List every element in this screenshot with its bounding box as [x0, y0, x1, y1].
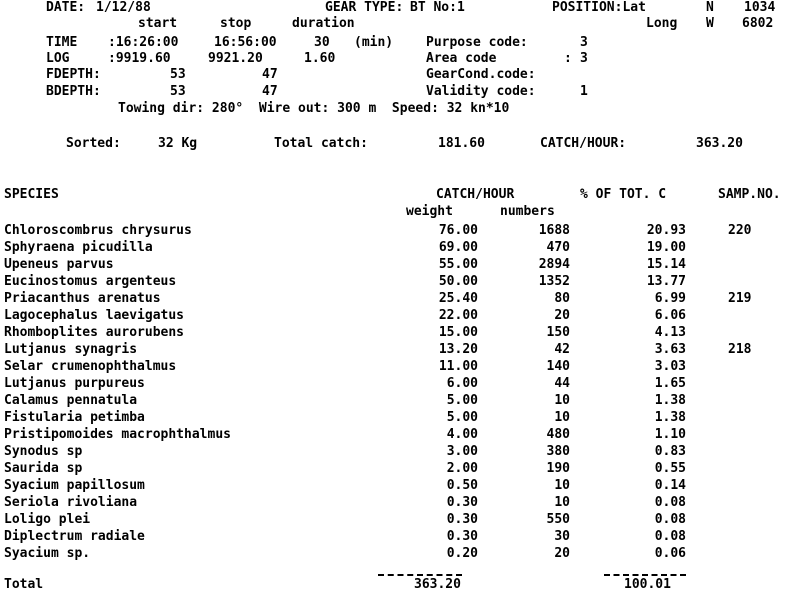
bdepth-start: 53 — [170, 84, 186, 99]
catch-numbers: 44 — [554, 376, 570, 391]
catch-numbers: 150 — [546, 325, 570, 340]
species-name: Calamus pennatula — [4, 393, 138, 408]
catch-weight: 50.00 — [438, 274, 478, 289]
percent-of-total: 1.65 — [654, 376, 686, 391]
percent-of-total: 3.03 — [654, 359, 686, 374]
catch-weight: 5.00 — [446, 410, 478, 425]
catch-numbers: 190 — [546, 461, 570, 476]
sample-number: 218 — [728, 342, 752, 357]
purpose-code-label: Purpose code: — [426, 35, 528, 50]
catch-numbers: 550 — [546, 512, 570, 527]
table-row — [0, 443, 800, 460]
sorted-value: 32 Kg — [158, 136, 198, 151]
catch-numbers: 480 — [546, 427, 570, 442]
col-stop-label: stop — [220, 16, 252, 31]
species-name: Fistularia petimba — [4, 410, 145, 425]
long-value: 6802 — [742, 16, 774, 31]
weight-total-rule — [378, 574, 462, 576]
catch-hour-column-header: CATCH/HOUR — [436, 187, 515, 202]
percent-of-total: 0.06 — [654, 546, 686, 561]
catch-numbers: 42 — [554, 342, 570, 357]
time-unit: (min) — [354, 35, 394, 50]
species-name: Chloroscombrus chrysurus — [4, 223, 192, 238]
log-stop: 9921.20 — [208, 51, 263, 66]
fdepth-label: FDEPTH: — [46, 67, 101, 82]
table-row — [0, 511, 800, 528]
percent-of-total: 0.14 — [654, 478, 686, 493]
table-row — [0, 358, 800, 375]
weight-subheader: weight — [406, 204, 453, 219]
percent-of-total: 6.99 — [654, 291, 686, 306]
table-row — [0, 392, 800, 409]
time-duration: 30 — [314, 35, 330, 50]
table-row — [0, 409, 800, 426]
species-name: Diplectrum radiale — [4, 529, 145, 544]
table-row — [0, 273, 800, 290]
species-name: Lutjanus purpureus — [4, 376, 145, 391]
catch-numbers: 2894 — [538, 257, 570, 272]
percent-of-total: 1.38 — [654, 410, 686, 425]
sorted-label: Sorted: — [66, 136, 121, 151]
percent-of-total: 15.14 — [646, 257, 686, 272]
bdepth-label: BDEPTH: — [46, 84, 101, 99]
total-weight-value: 363.20 — [414, 577, 461, 592]
catch-weight: 22.00 — [438, 308, 478, 323]
table-row — [0, 460, 800, 477]
log-label: LOG — [46, 51, 70, 66]
catch-numbers: 1688 — [538, 223, 570, 238]
percent-total-rule — [604, 574, 686, 576]
percent-of-total: 1.38 — [654, 393, 686, 408]
sample-number-column-header: SAMP.NO. — [718, 187, 781, 202]
species-name: Sphyraena picudilla — [4, 240, 153, 255]
catch-weight: 55.00 — [438, 257, 478, 272]
gear-cond-code-label: GearCond.code: — [426, 67, 536, 82]
percent-of-total: 0.83 — [654, 444, 686, 459]
long-dir: W — [706, 16, 714, 31]
gear-type-label: GEAR TYPE: — [325, 0, 404, 15]
percent-of-total: 0.08 — [654, 512, 686, 527]
log-start: :9919.60 — [108, 51, 171, 66]
catch-weight: 11.00 — [438, 359, 478, 374]
catch-numbers: 30 — [554, 529, 570, 544]
time-stop: 16:56:00 — [214, 35, 277, 50]
catch-weight: 13.20 — [438, 342, 478, 357]
catch-numbers: 20 — [554, 308, 570, 323]
species-name: Selar crumenophthalmus — [4, 359, 177, 374]
species-name: Priacanthus arenatus — [4, 291, 161, 306]
position-label: POSITION:Lat — [552, 0, 646, 15]
catch-weight: 15.00 — [438, 325, 478, 340]
species-name: Upeneus parvus — [4, 257, 114, 272]
catch-weight: 0.50 — [446, 478, 478, 493]
catch-weight: 2.00 — [446, 461, 478, 476]
percent-of-total: 0.55 — [654, 461, 686, 476]
lat-value: 1034 — [744, 0, 776, 15]
validity-code-label: Validity code: — [426, 84, 536, 99]
validity-code-value: 1 — [580, 84, 588, 99]
percent-of-total: 6.06 — [654, 308, 686, 323]
species-name: Synodus sp — [4, 444, 83, 459]
catch-numbers: 10 — [554, 410, 570, 425]
area-code-label: Area code — [426, 51, 497, 66]
table-row — [0, 545, 800, 562]
species-name: Syacium sp. — [4, 546, 91, 561]
species-name: Loligo plei — [4, 512, 91, 527]
table-row — [0, 341, 800, 358]
towing-info-line: Towing dir: 280° Wire out: 300 m Speed: 32 kn*10 — [118, 101, 510, 116]
catch-weight: 0.30 — [446, 529, 478, 544]
catch-numbers: 20 — [554, 546, 570, 561]
species-name: Eucinostomus argenteus — [4, 274, 177, 289]
long-label: Long — [646, 16, 678, 31]
catch-weight: 0.30 — [446, 495, 478, 510]
catch-weight: 3.00 — [446, 444, 478, 459]
percent-total-column-header: % OF TOT. C — [580, 187, 667, 202]
species-name: Syacium papillosum — [4, 478, 145, 493]
table-row — [0, 528, 800, 545]
sample-number: 220 — [728, 223, 752, 238]
table-row — [0, 256, 800, 273]
time-label: TIME — [46, 35, 78, 50]
catch-weight: 0.20 — [446, 546, 478, 561]
catch-per-hour-value: 363.20 — [696, 136, 743, 151]
table-row — [0, 477, 800, 494]
table-row — [0, 494, 800, 511]
percent-of-total: 3.63 — [654, 342, 686, 357]
sample-number: 219 — [728, 291, 752, 306]
percent-of-total: 4.13 — [654, 325, 686, 340]
catch-weight: 25.40 — [438, 291, 478, 306]
bdepth-stop: 47 — [262, 84, 278, 99]
species-name: Lutjanus synagris — [4, 342, 138, 357]
gear-type-value: BT No:1 — [410, 0, 465, 15]
date-label: DATE: — [46, 0, 86, 15]
table-row — [0, 324, 800, 341]
catch-numbers: 140 — [546, 359, 570, 374]
catch-weight: 6.00 — [446, 376, 478, 391]
catch-numbers: 80 — [554, 291, 570, 306]
catch-numbers: 470 — [546, 240, 570, 255]
catch-per-hour-label: CATCH/HOUR: — [540, 136, 627, 151]
date-value: 1/12/88 — [96, 0, 151, 15]
percent-of-total: 13.77 — [646, 274, 686, 289]
total-catch-label: Total catch: — [274, 136, 368, 151]
total-catch-value: 181.60 — [438, 136, 485, 151]
col-start-label: start — [138, 16, 178, 31]
numbers-subheader: numbers — [500, 204, 555, 219]
area-code-separator: : — [564, 51, 572, 66]
percent-of-total: 20.93 — [646, 223, 686, 238]
total-percent-value: 100.01 — [624, 577, 671, 592]
species-name: Seriola rivoliana — [4, 495, 138, 510]
percent-of-total: 19.00 — [646, 240, 686, 255]
catch-numbers: 10 — [554, 478, 570, 493]
table-row — [0, 307, 800, 324]
catch-weight: 4.00 — [446, 427, 478, 442]
lat-dir: N — [706, 0, 714, 15]
catch-numbers: 1352 — [538, 274, 570, 289]
col-duration-label: duration — [292, 16, 355, 31]
species-name: Lagocephalus laevigatus — [4, 308, 185, 323]
catch-weight: 5.00 — [446, 393, 478, 408]
area-code-value: 3 — [580, 51, 588, 66]
total-label: Total — [4, 577, 44, 592]
table-row — [0, 222, 800, 239]
catch-numbers: 10 — [554, 393, 570, 408]
log-duration: 1.60 — [304, 51, 336, 66]
species-column-header: SPECIES — [4, 187, 59, 202]
catch-weight: 0.30 — [446, 512, 478, 527]
fdepth-start: 53 — [170, 67, 186, 82]
percent-of-total: 1.10 — [654, 427, 686, 442]
table-row — [0, 290, 800, 307]
fdepth-stop: 47 — [262, 67, 278, 82]
time-start: :16:26:00 — [108, 35, 179, 50]
percent-of-total: 0.08 — [654, 529, 686, 544]
catch-numbers: 10 — [554, 495, 570, 510]
table-row — [0, 426, 800, 443]
catch-weight: 76.00 — [438, 223, 478, 238]
species-name: Rhomboplites aurorubens — [4, 325, 185, 340]
table-row — [0, 239, 800, 256]
table-row — [0, 375, 800, 392]
catch-numbers: 380 — [546, 444, 570, 459]
species-name: Pristipomoides macrophthalmus — [4, 427, 231, 442]
percent-of-total: 0.08 — [654, 495, 686, 510]
purpose-code-value: 3 — [580, 35, 588, 50]
catch-weight: 69.00 — [438, 240, 478, 255]
species-name: Saurida sp — [4, 461, 83, 476]
